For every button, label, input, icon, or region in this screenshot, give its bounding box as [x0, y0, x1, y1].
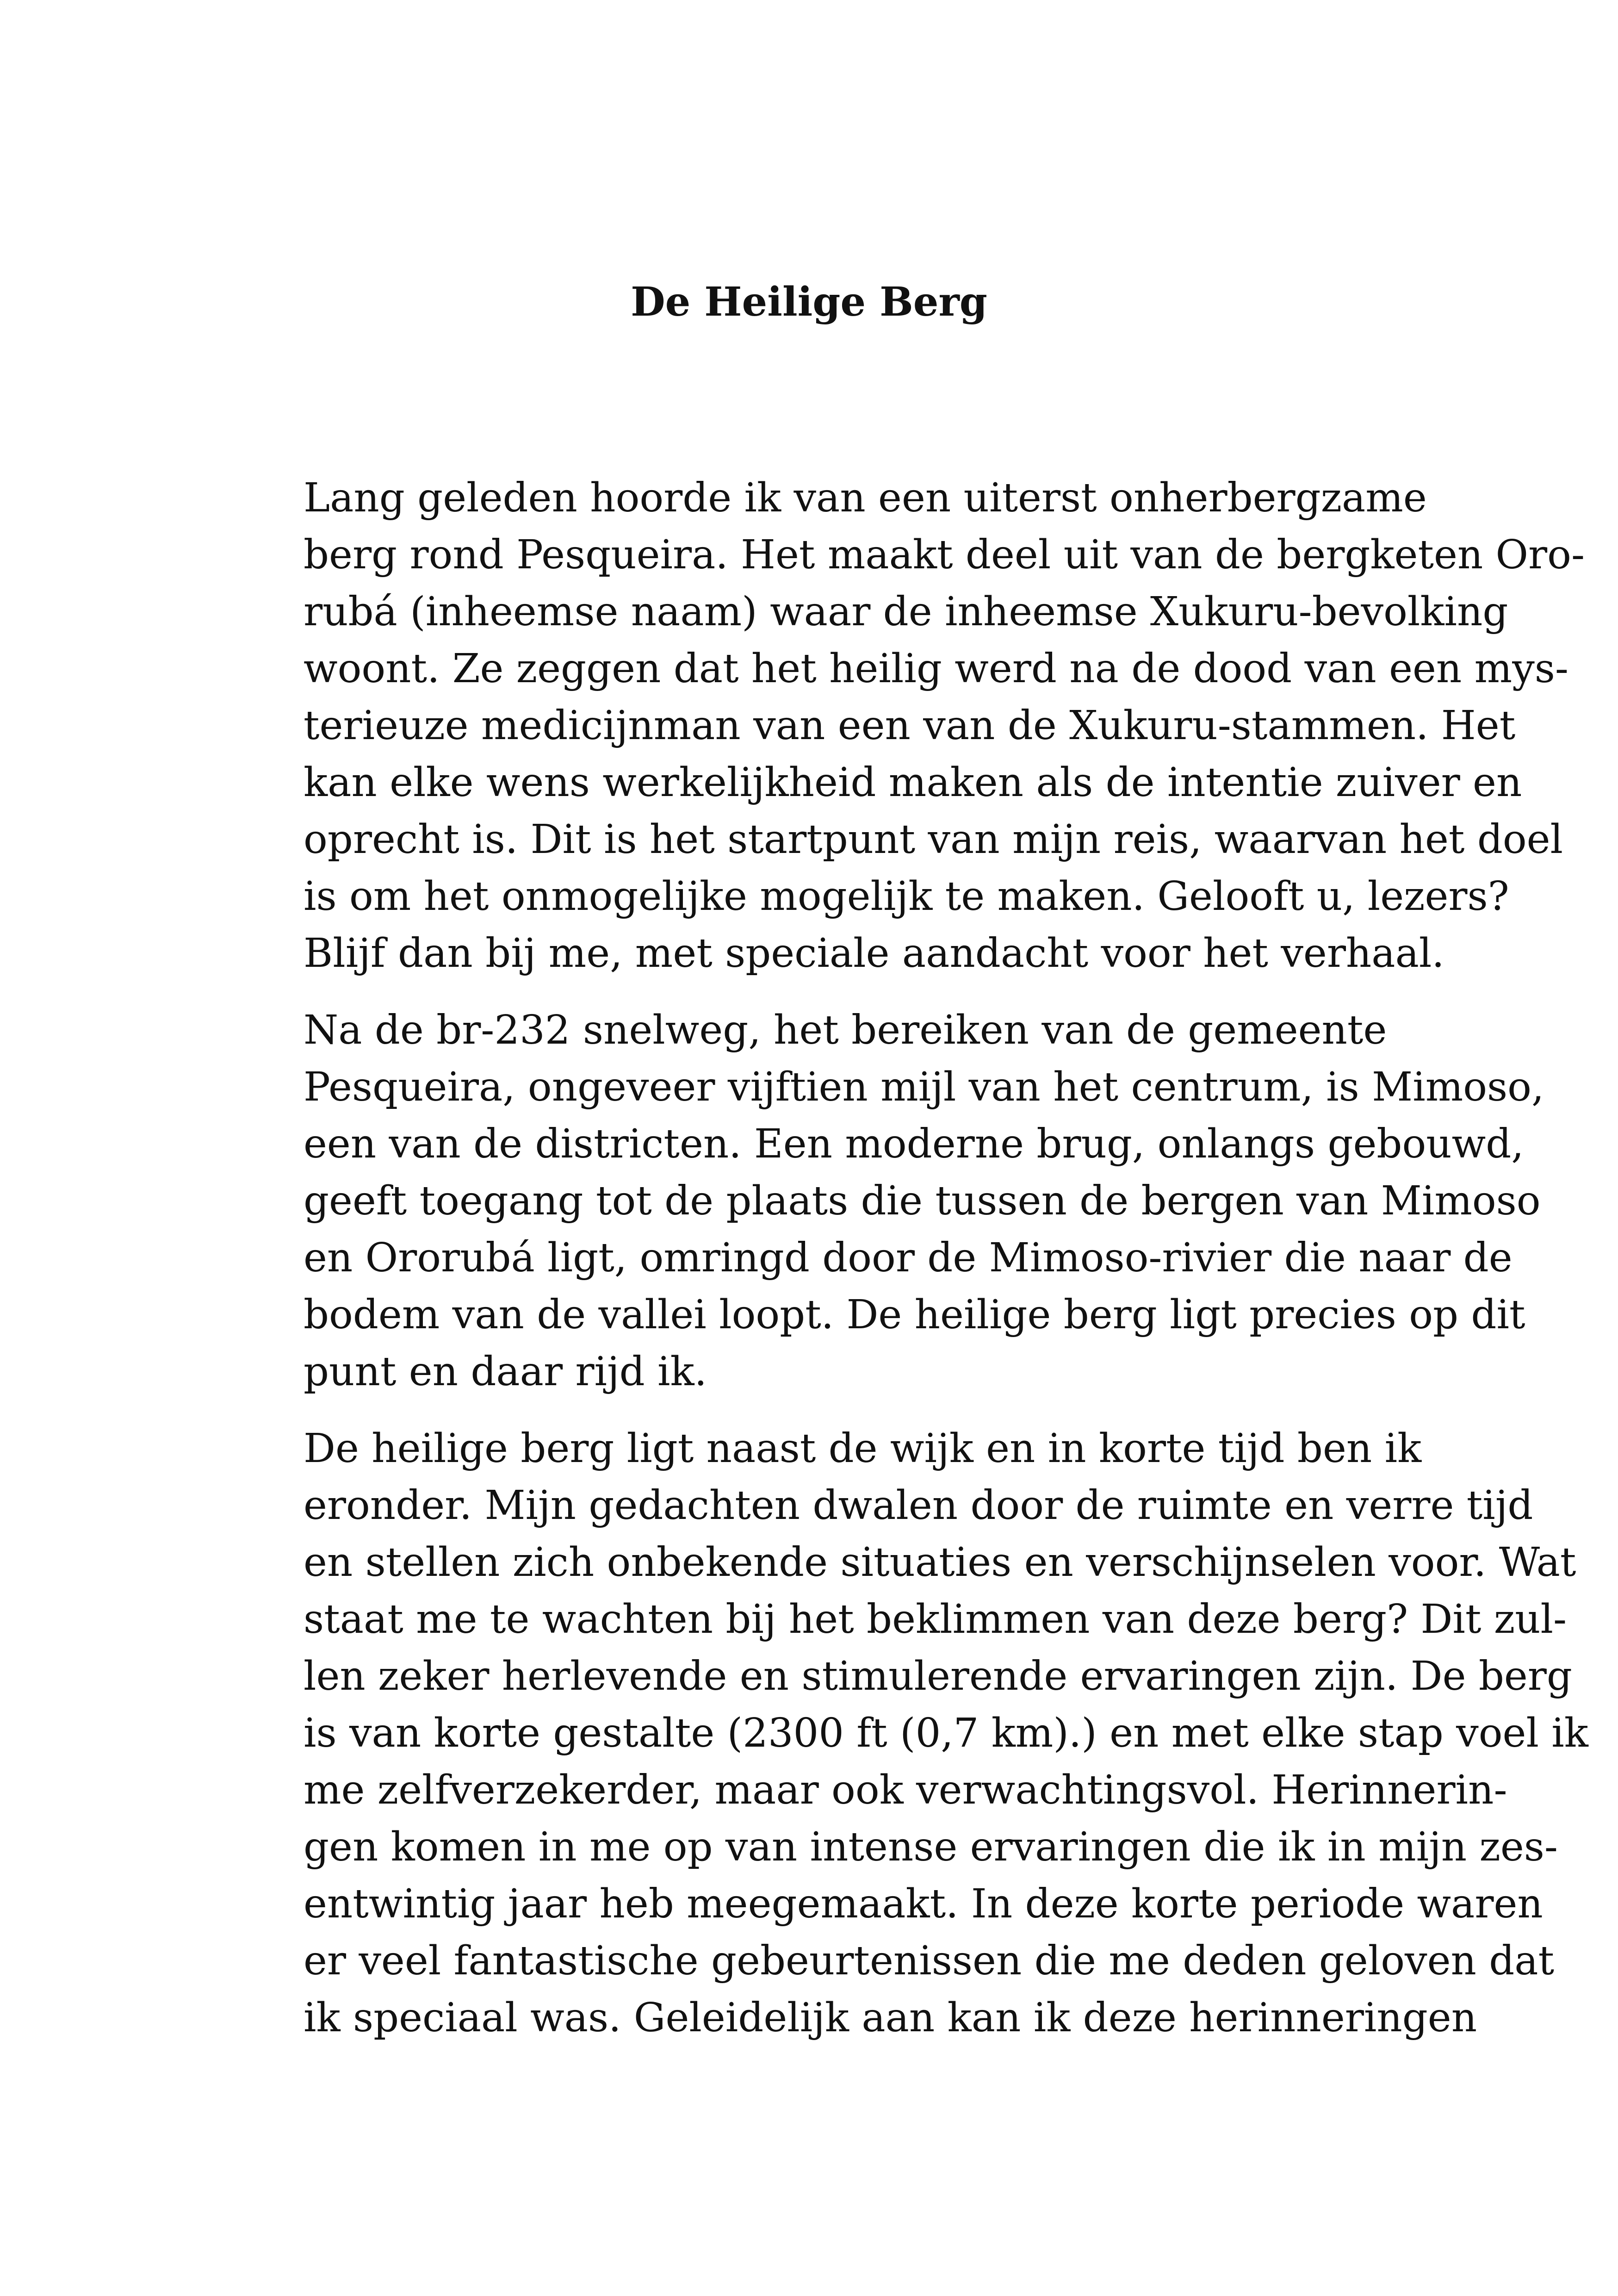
- text-line: er veel fantastische gebeurtenissen die me deden geloven dat: [304, 1938, 1555, 1984]
- text-line: en stellen zich onbekende situaties en verschijnselen voor. Wat: [304, 1539, 1576, 1586]
- text-line: eronder. Mijn gedachten dwalen door de ruimte en verre tijd: [304, 1482, 1533, 1529]
- text-line: kan elke wens werkelijkheid maken als de intentie zuiver en: [304, 759, 1522, 806]
- text-line: De heilige berg ligt naast de wijk en in korte tijd ben ik: [304, 1425, 1422, 1472]
- body-text: [169, 470, 1588, 2066]
- text-line: Lang geleden hoorde ik van een uiterst onherbergzame: [304, 475, 1427, 521]
- text-line: terieuze medicijnman van een van de Xukuru-stammen. Het: [304, 703, 1516, 749]
- text-line: oprecht is. Dit is het startpunt van mijn reis, waarvan het doel: [304, 816, 1563, 863]
- text-line: ik speciaal was. Geleidelijk aan kan ik deze herinneringen: [304, 1995, 1477, 2041]
- paragraph-1: [169, 470, 1585, 982]
- text-line: een van de districten. Een moderne brug, onlangs gebouwd,: [304, 1121, 1524, 1167]
- text-line: rubá (inheemse naam) waar de inheemse Xukuru-bevolking: [304, 589, 1508, 635]
- text-line: woont. Ze zeggen dat het heilig werd na de dood van een mys-: [304, 646, 1568, 692]
- text-line: entwintig jaar heb meegemaakt. In deze korte periode waren: [304, 1881, 1543, 1927]
- text-line: Pesqueira, ongeveer vijftien mijl van het centrum, is Mimoso,: [304, 1064, 1544, 1110]
- paragraph-2: [169, 1002, 1544, 1400]
- chapter-title: De Heilige Berg: [631, 279, 987, 325]
- text-line: is om het onmogelijke mogelijk te maken. Gelooft u, lezers?: [304, 873, 1509, 920]
- text-line: bodem van de vallei loopt. De heilige berg ligt precies op dit: [304, 1292, 1525, 1338]
- text-line: Na de br-232 snelweg, het bereiken van de gemeente: [304, 1007, 1387, 1053]
- text-line: Blijf dan bij me, met speciale aandacht voor het verhaal.: [304, 930, 1444, 977]
- paragraph-3: [169, 1420, 1588, 2047]
- text-line: len zeker herlevende en stimulerende ervaringen zijn. De berg: [304, 1653, 1572, 1699]
- text-line: gen komen in me op van intense ervaringen die ik in mijn zes-: [304, 1824, 1558, 1870]
- text-line: berg rond Pesqueira. Het maakt deel uit van de bergketen Oro-: [304, 532, 1585, 578]
- text-line: staat me te wachten bij het beklimmen van deze berg? Dit zul-: [304, 1596, 1567, 1643]
- text-line: me zelfverzekerder, maar ook verwachtingsvol. Herinnerin-: [304, 1767, 1507, 1813]
- text-line: geeft toegang tot de plaats die tussen de bergen van Mimoso: [304, 1178, 1541, 1224]
- text-line: en Ororubá ligt, omringd door de Mimoso-rivier die naar de: [304, 1235, 1513, 1281]
- text-line: punt en daar rijd ik.: [304, 1349, 707, 1395]
- text-line: is van korte gestalte (2300 ft (0,7 km).) en met elke stap voel ik: [304, 1710, 1588, 1756]
